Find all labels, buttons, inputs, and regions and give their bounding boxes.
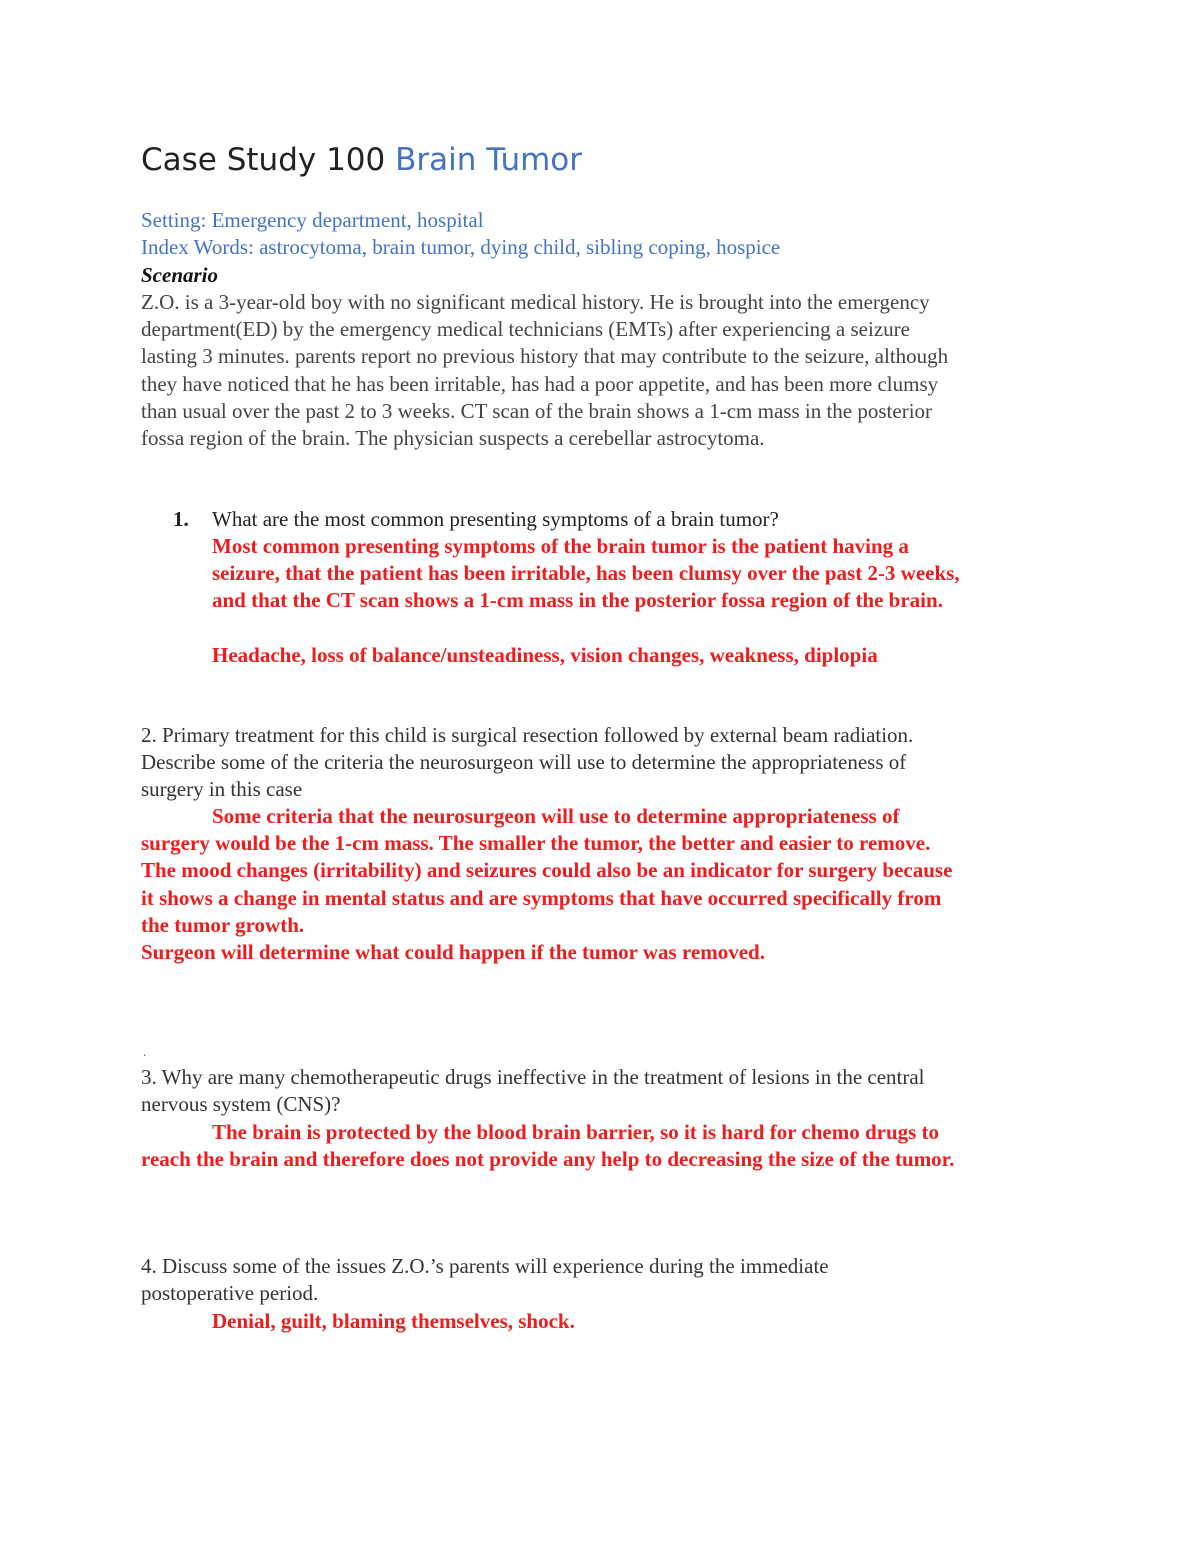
q3-answer-line: reach the brain and therefore does not provide any help to decreasing the size of the tumor. bbox=[141, 1147, 955, 1172]
scenario-line: Z.O. is a 3-year-old boy with no significant medical history. He is brought into the emergency bbox=[141, 290, 930, 314]
q2-question-line: surgery in this case bbox=[141, 777, 303, 802]
q1-number: 1. bbox=[173, 507, 189, 531]
scenario-line: department(ED) by the emergency medical technicians (EMTs) after experiencing a seizure bbox=[141, 317, 910, 342]
q1-answer-line: seizure, that the patient has been irritable, has been clumsy over the past 2-3 weeks, bbox=[212, 561, 960, 586]
scenario-line: they have noticed that he has been irritable, has had a poor appetite, and has been more clumsy bbox=[141, 371, 939, 396]
q3-question bbox=[141, 1064, 1061, 1118]
title-accent: Brain Tumor bbox=[395, 142, 583, 178]
scenario-line: fossa region of the brain. The physician suspects a cerebellar astrocytoma. bbox=[141, 426, 765, 451]
q1-answer-line: and that the CT scan shows a 1-cm mass in the posterior fossa region of the brain. bbox=[212, 588, 943, 613]
q2-answer-line: it shows a change in mental status and are symptoms that have occurred specifically from bbox=[141, 885, 942, 910]
q2-answer-line: Surgeon will determine what could happen if the tumor was removed. bbox=[141, 940, 765, 965]
scenario-line: lasting 3 minutes. parents report no previous history that may contribute to the seizure, although bbox=[141, 344, 949, 369]
scenario-line: than usual over the past 2 to 3 weeks. CT scan of the brain shows a 1-cm mass in the posterior bbox=[141, 398, 933, 423]
q1-answer-line: Most common presenting symptoms of the brain tumor is the patient having a bbox=[212, 534, 909, 558]
q2-answer-line: Some criteria that the neurosurgeon will use to determine appropriateness of bbox=[212, 804, 900, 828]
setting-line: Setting: Emergency department, hospital bbox=[141, 208, 484, 232]
q3-question-line: 3. Why are many chemotherapeutic drugs ineffective in the treatment of lesions in the central bbox=[141, 1065, 925, 1089]
q3-answer-line: The brain is protected by the blood brain barrier, so it is hard for chemo drugs to bbox=[212, 1120, 940, 1144]
q1-answer bbox=[212, 533, 1132, 615]
q2-answer-line: surgery would be the 1-cm mass. The smaller the tumor, the better and easier to remove. bbox=[141, 831, 931, 856]
page-title bbox=[141, 140, 582, 180]
q2-answer-line: the tumor growth. bbox=[141, 912, 305, 937]
stray-dot: . bbox=[143, 1045, 147, 1060]
q1-question: What are the most common presenting symptoms of a brain tumor? bbox=[212, 507, 779, 531]
title-prefix: Case Study 100 bbox=[141, 142, 396, 178]
q3-question-line: nervous system (CNS)? bbox=[141, 1092, 341, 1117]
scenario-paragraph bbox=[141, 289, 1061, 452]
q4-answer: Denial, guilt, blaming themselves, shock. bbox=[212, 1309, 575, 1333]
q2-answer-line: The mood changes (irritability) and seizures could also be an indicator for surgery because bbox=[141, 858, 953, 883]
index-words-line: Index Words: astrocytoma, brain tumor, dying child, sibling coping, hospice bbox=[141, 235, 781, 259]
q2-answer bbox=[141, 803, 1061, 966]
q4-question-line: postoperative period. bbox=[141, 1281, 319, 1306]
q3-answer bbox=[141, 1119, 1061, 1173]
q2-question-line: Describe some of the criteria the neurosurgeon will use to determine the appropriateness of bbox=[141, 750, 907, 775]
q2-question-line: 2. Primary treatment for this child is surgical resection followed by external beam radiation. bbox=[141, 723, 914, 747]
q4-question bbox=[141, 1253, 1061, 1307]
q1-answer-2: Headache, loss of balance/unsteadiness, vision changes, weakness, diplopia bbox=[212, 643, 878, 667]
q4-question-line: 4. Discuss some of the issues Z.O.’s parents will experience during the immediate bbox=[141, 1254, 829, 1278]
scenario-heading: Scenario bbox=[141, 263, 219, 287]
q2-question bbox=[141, 722, 1061, 804]
